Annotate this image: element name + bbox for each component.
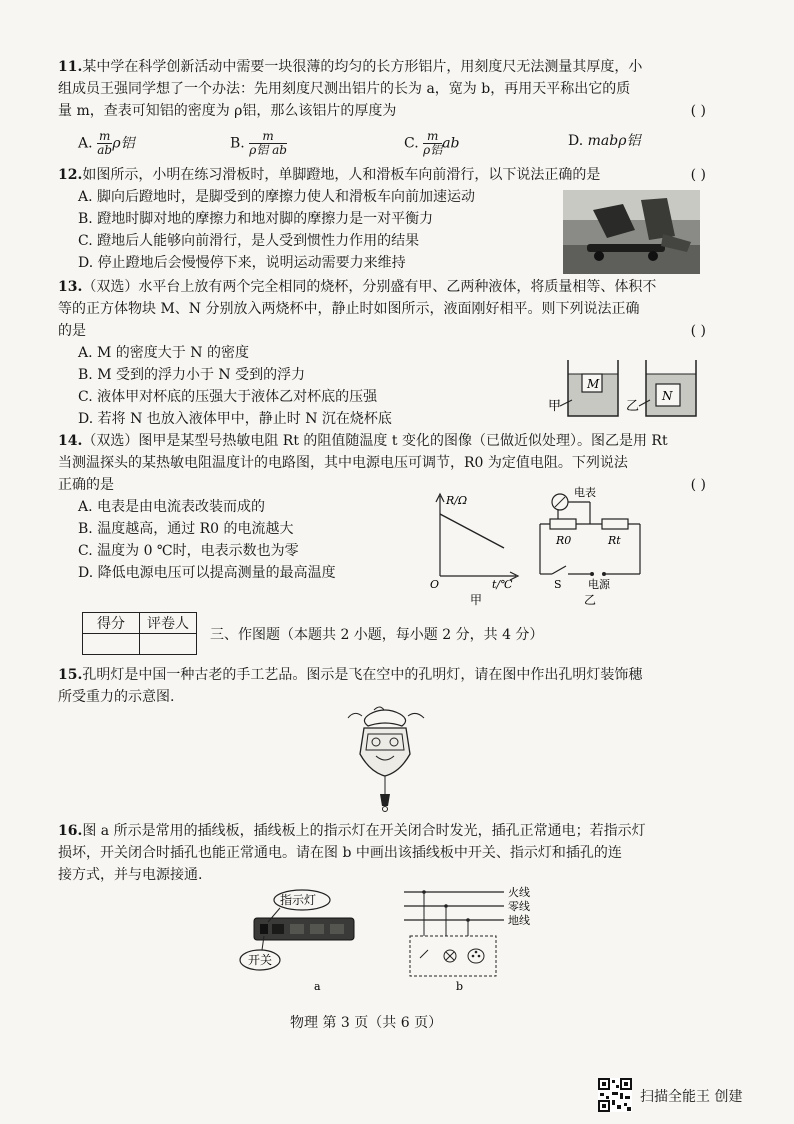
switch-callout-label: 开关: [248, 953, 273, 967]
question-15: [58, 664, 706, 708]
circuit-caption: 乙: [584, 593, 597, 607]
question-text: 当测温探头的某热敏电阻温度计的电路图，其中电源电压可调节，R0 为定值电阻。下列说法: [58, 455, 628, 471]
question-text: 接方式，并与电源接通.: [58, 867, 203, 883]
option-d: D. 降低电源电压可以提高测量的最高温度: [78, 565, 336, 581]
graph-origin: O: [430, 578, 440, 591]
option-d: D. 若将 N 也放入液体甲中，静止时 N 沉在烧杯底: [78, 411, 392, 427]
option-a: A. 脚向后蹬地时，是脚受到的摩擦力使人和滑板车向前加速运动: [78, 189, 476, 205]
ground-wire-label: 地线: [508, 914, 530, 927]
block-n-label: N: [662, 389, 673, 403]
question-12: [58, 164, 706, 186]
q11-choices: [78, 130, 708, 156]
question-number: 16.: [58, 823, 83, 839]
answer-parentheses: ( ): [690, 323, 706, 339]
answer-parentheses: ( ): [690, 167, 706, 183]
question-number: 11.: [58, 59, 83, 75]
question-text: 孔明灯是中国一种古老的手工艺品。图示是飞在空中的孔明灯，请在图中作出孔明灯装饰穗: [82, 667, 643, 683]
power-strip-figure-a: [236, 886, 366, 994]
tassel-decoration: [380, 794, 390, 806]
source-label: 电源: [588, 578, 610, 591]
neutral-wire-label: 零线: [508, 900, 530, 913]
thermometer-circuit: [530, 484, 650, 608]
question-number: 14.: [58, 433, 83, 449]
question-text: 的是: [58, 323, 86, 339]
question-text: 图 a 所示是常用的插线板，插线板上的指示灯在开关闭合时发光，插孔正常通电；若指示灯: [82, 823, 646, 839]
scanner-watermark: 扫描全能王 创建: [640, 1089, 743, 1105]
question-text: 量 m，查表可知铝的密度为 ρ铝，那么该铝片的厚度为: [58, 103, 397, 119]
choice-c: C. $\frac{m}{\text{ρ铝}}$ ab: [404, 129, 460, 157]
choice-d: D. mabρ铝: [568, 133, 641, 149]
page-footer: 物理 第 3 页（共 6 页）: [290, 1015, 443, 1031]
section-heading: 三、作图题（本题共 2 小题，每小题 2 分，共 4 分）: [210, 627, 544, 643]
power-source-symbol: [602, 572, 606, 576]
skateboard-photo: [563, 190, 700, 274]
switch-symbol: [420, 950, 428, 958]
grader-header: 评卷人: [140, 613, 197, 634]
option-c: C. 蹬地后人能够向前滑行，是人受到惯性力作用的结果: [78, 233, 420, 249]
question-number: 15.: [58, 667, 83, 683]
question-text: 所受重力的示意图.: [58, 689, 175, 705]
question-text: （双选）水平台上放有两个完全相同的烧杯，分别盛有甲、乙两种液体，将质量相等、体积不: [82, 279, 657, 295]
option-c: C. 液体甲对杯底的压强大于液体乙对杯底的压强: [78, 389, 378, 405]
question-text: 等的正方体物块 M、N 分别放入两烧杯中，静止时如图所示，液面刚好相平。则下列说法正确: [58, 301, 640, 317]
resistor-r0: [550, 519, 576, 529]
indicator-label: 指示灯: [280, 893, 317, 907]
score-header: 得分: [83, 613, 140, 634]
block-m-label: M: [587, 377, 600, 391]
score-table: [82, 612, 197, 655]
score-cell[interactable]: [83, 634, 140, 655]
figure-b-caption: b: [456, 980, 464, 993]
graph-x-label: t/℃: [492, 578, 513, 591]
graph-caption: 甲: [470, 593, 483, 606]
switch-label: S: [554, 578, 562, 591]
question-number: 12.: [58, 167, 83, 183]
option-d: D. 停止蹬地后会慢慢停下来，说明运动需要力来维持: [78, 255, 406, 271]
rt-label: Rt: [608, 534, 621, 547]
choice-b: B. $\frac{m}{\text{ρ铝 ab}}$: [230, 129, 287, 157]
question-16: [58, 820, 706, 886]
question-text: 正确的是: [58, 477, 114, 493]
beakers-figure: [546, 354, 706, 424]
kongming-lantern-figure: [340, 706, 430, 814]
graph-y-label: R/Ω: [446, 494, 468, 507]
grader-cell[interactable]: [140, 634, 197, 655]
thermistor-rt: [602, 519, 628, 529]
question-text: 如图所示，小明在练习滑板时，单脚蹬地，人和滑板车向前滑行，以下说法正确的是: [82, 167, 601, 183]
question-text: 损坏，开关闭合时插孔也能正常通电。请在图 b 中画出该插线板中开关、指示灯和插孔的连: [58, 845, 622, 861]
option-c: C. 温度为 0 ℃时，电表示数也为零: [78, 543, 299, 559]
question-text: 组成员王强同学想了一个办法：先用刻度尺测出铝片的长为 a，宽为 b，再用天平称出它的质: [58, 81, 631, 97]
switch-symbol: [552, 566, 566, 574]
resistance-line: [440, 514, 504, 548]
question-13: [58, 276, 706, 342]
wiring-diagram-figure-b: [396, 882, 548, 994]
beaker-yi-label: 乙: [626, 399, 640, 414]
figure-a-caption: a: [314, 980, 321, 993]
answer-parentheses: ( ): [690, 103, 706, 119]
question-text: 某中学在科学创新活动中需要一块很薄的均匀的长方形铝片，用刻度尺无法测量其厚度，小: [82, 59, 643, 75]
resistance-temperature-graph: [426, 490, 526, 606]
question-number: 13.: [58, 279, 83, 295]
option-a: A. 电表是由电流表改装而成的: [78, 499, 266, 515]
qr-code-icon: [598, 1078, 632, 1112]
beaker-jia-label: 甲: [548, 399, 562, 414]
option-b: B. M 受到的浮力小于 N 受到的浮力: [78, 367, 306, 383]
choice-a: A. $\frac{m}{ab}$ ρ铝: [78, 129, 135, 157]
answer-parentheses: ( ): [690, 477, 706, 493]
option-a: A. M 的密度大于 N 的密度: [78, 345, 249, 361]
live-wire-label: 火线: [508, 886, 530, 899]
question-text: （双选）图甲是某型号热敏电阻 Rt 的阻值随温度 t 变化的图像（已做近似处理）。图乙是用 Rt: [82, 433, 668, 449]
r0-label: R0: [556, 534, 572, 547]
option-b: B. 温度越高，通过 R0 的电流越大: [78, 521, 294, 537]
question-11: [58, 56, 706, 122]
option-b: B. 蹬地时脚对地的摩擦力和地对脚的摩擦力是一对平衡力: [78, 211, 434, 227]
meter-label: 电表: [574, 486, 596, 499]
